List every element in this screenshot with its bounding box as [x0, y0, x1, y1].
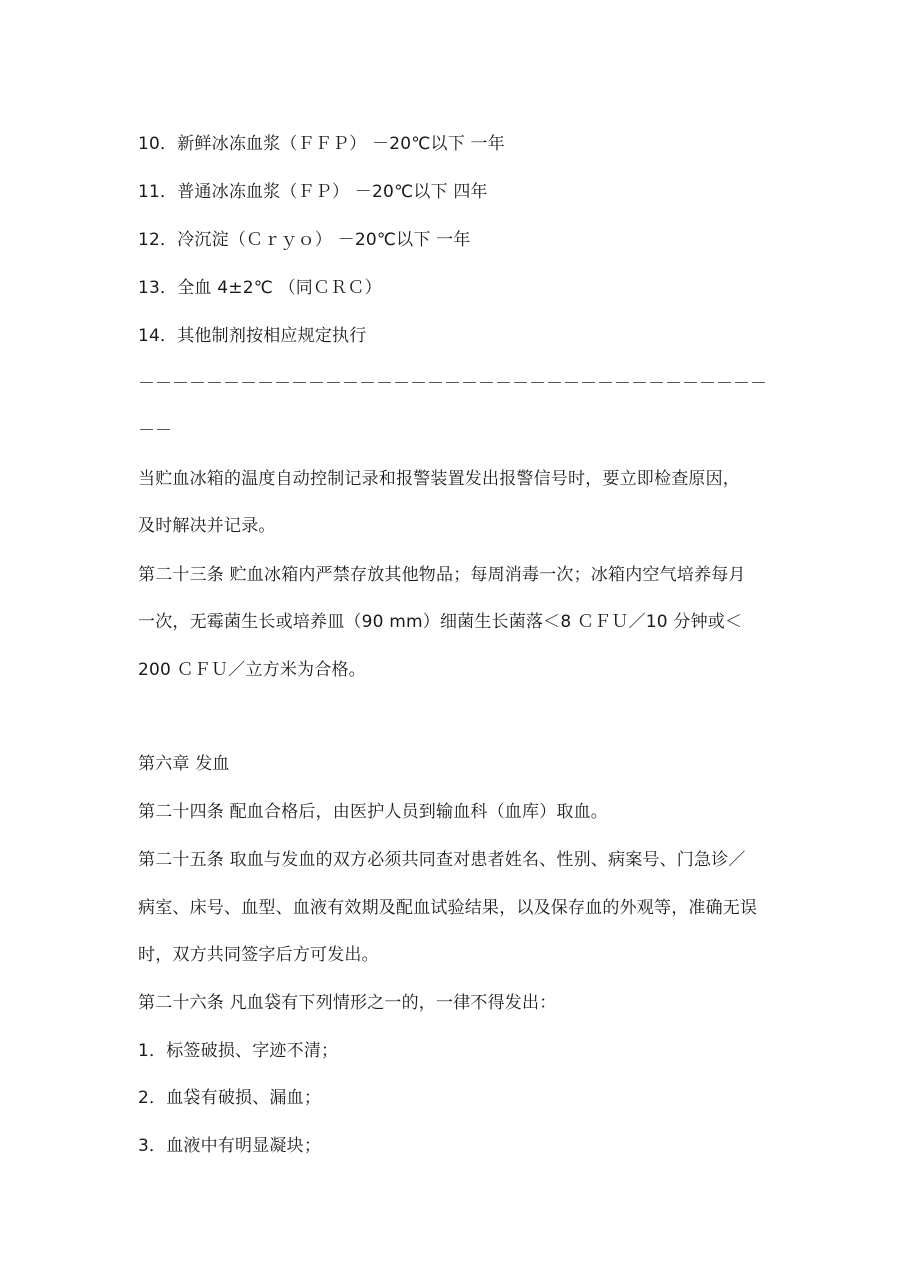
item-13-whole-blood: 13．全血 4±2℃ （同ＣＲＣ） [138, 278, 382, 298]
chapter-6-heading: 第六章 发血 [138, 754, 230, 774]
article-26-item-1: 1．标签破损、字迹不清； [138, 1041, 339, 1061]
article-26-item-3: 3．血液中有明显凝块； [138, 1136, 322, 1156]
item-14-other: 14．其他制剂按相应规定执行 [138, 326, 367, 346]
article-25-line-2: 病室、床号、血型、血液有效期及配血试验结果，以及保存血的外观等，准确无误 [138, 898, 758, 918]
article-23-line-2: 一次，无霉菌生长或培养皿（90 mm）细菌生长菌落＜8 ＣＦＵ／10 分钟或＜ [138, 612, 743, 632]
item-12-cryo: 12．冷沉淀（Ｃｒｙｏ） －20℃以下 一年 [138, 230, 471, 250]
article-26: 第二十六条 凡血袋有下列情形之一的，一律不得发出： [138, 993, 557, 1013]
item-10-ffp: 10．新鲜冰冻血浆（ＦＦＰ） －20℃以下 一年 [138, 134, 505, 154]
alarm-paragraph-line-2: 及时解决并记录。 [138, 516, 276, 536]
dash-separator-line-2: －－ [138, 421, 172, 441]
article-23-line-3: 200 ＣＦＵ／立方米为合格。 [138, 660, 366, 680]
article-23-line-1: 第二十三条 贮血冰箱内严禁存放其他物品；每周消毒一次；冰箱内空气培养每月 [138, 565, 746, 585]
alarm-paragraph-line-1: 当贮血冰箱的温度自动控制记录和报警装置发出报警信号时，要立即检查原因， [138, 469, 740, 489]
article-26-item-2: 2．血袋有破损、漏血； [138, 1088, 322, 1108]
article-24: 第二十四条 配血合格后，由医护人员到输血科（血库）取血。 [138, 802, 609, 822]
article-25-line-3: 时，双方共同签字后方可发出。 [138, 945, 379, 965]
item-11-fp: 11．普通冰冻血浆（ＦＰ） －20℃以下 四年 [138, 182, 488, 202]
dash-separator-line-1: －－－－－－－－－－－－－－－－－－－－－－－－－－－－－－－－－－－－－ [138, 374, 767, 394]
article-25-line-1: 第二十五条 取血与发血的双方必须共同查对患者姓名、性别、病案号、门急诊／ [138, 850, 746, 870]
